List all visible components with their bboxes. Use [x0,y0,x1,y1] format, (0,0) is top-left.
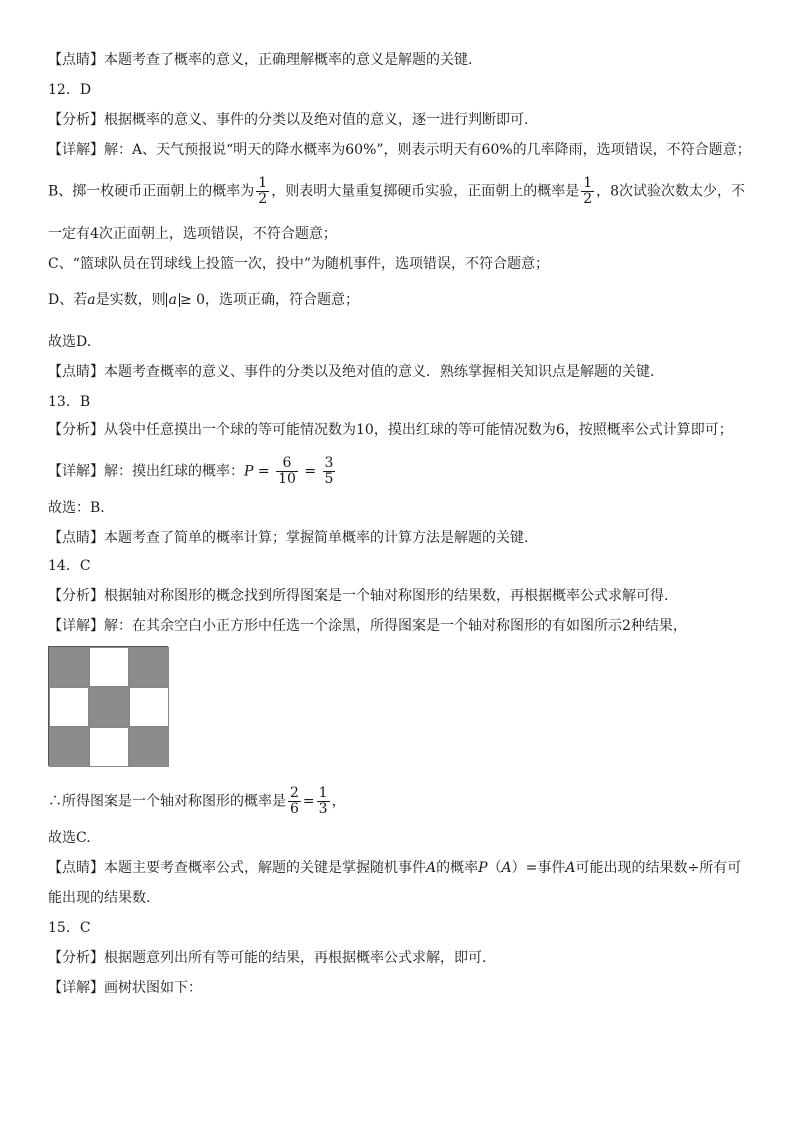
fraction-denominator: 6 [290,801,299,817]
fraction-denominator: 3 [318,801,328,817]
text-line: 【详解】解：A、天气预报说“明天的降水概率为60%”，则表示明天有60%的几率降雨，选项错误，不符合题意； [48,142,751,158]
text-line: 【分析】根据题意列出所有等可能的结果，再根据概率公式求解，即可. [48,950,487,966]
text-segment: ，摸出红球的等可能情况数为 [373,422,556,438]
fraction [581,176,594,207]
grid-cell-blank [49,687,89,727]
fraction [276,456,298,487]
text-line: 【点睛】本题考查了概率的意义，正确理解概率的意义是解题的关键. [48,52,473,68]
text-segment: （ [487,860,502,876]
answer-number: 12．D [48,82,92,98]
text-line: C、“篮球队员在罚球线上投篮一次，投中”为随机事件，选项错误，不符合题意； [48,256,550,272]
fraction-numerator: 1 [583,175,593,191]
text-line: 故选C. [48,830,91,846]
math-variable: a [87,292,96,308]
answer-number: 14．C [48,558,91,574]
text-segment: 【点睛】本题主要考查概率公式，解题的关键是掌握随机事件 [48,860,426,876]
text-segment: B、掷一枚硬币正面朝上的概率为 [48,183,255,200]
text-line [48,858,741,878]
fraction-numerator: 6 [276,456,298,472]
grid-cell-shaded [49,647,89,687]
fraction-numerator: 1 [318,785,328,801]
grid-cell-blank [89,647,129,687]
text-line [48,420,733,440]
math-text: = [253,463,275,480]
text-segment: ， [331,793,346,810]
text-line: 故选D. [48,334,92,350]
grid-cell-shaded [129,727,169,767]
math-variable: P [244,463,254,480]
math-number: 10 [356,422,374,438]
text-line: 【详解】画树状图如下： [48,980,202,996]
text-segment: ，选项正确，符合题意； [205,292,360,308]
fraction-denominator: 2 [258,191,268,207]
text-line: 【分析】根据轴对称图形的概念找到所得图案是一个轴对称图形的结果数，再根据概率公式求解可得. [48,588,669,604]
text-line: 一定有4次正面朝上，选项错误，不符合题意； [48,226,337,242]
fraction [288,786,301,817]
math-text: = [299,463,321,480]
symmetry-grid-figure [48,646,168,766]
text-line [48,290,359,310]
math-variable: P [478,860,488,876]
fraction-numerator: 2 [290,785,299,801]
grid-cell-shaded [89,687,129,727]
text-segment: 【详解】解：摸出红球的概率： [48,463,244,480]
math-variable: A [565,860,576,876]
math-text: ≥ 0 [179,292,206,308]
text-line: 【点睛】本题考查了简单的概率计算；掌握简单概率的计算方法是解题的关键. [48,530,529,546]
absolute-value: a [166,293,180,307]
math-text: = [302,793,315,810]
math-number: 6 [555,422,565,438]
text-segment: ∴所得图案是一个轴对称图形的概率是 [48,793,286,810]
math-variable: A [501,860,512,876]
grid-cell-blank [89,727,129,767]
text-line [48,786,346,817]
fraction-denominator: 10 [278,471,296,487]
fraction [317,786,330,817]
answer-number: 15．C [48,920,91,936]
text-segment: 可能出现的结果数÷所有可 [575,860,742,876]
grid-cell-shaded [129,647,169,687]
text-segment: 是实数，则 [95,292,166,308]
grid-cell-shaded [49,727,89,767]
fraction-denominator: 2 [583,191,593,207]
text-line: 能出现的结果数. [48,890,151,906]
math-variable: A [426,860,437,876]
text-line: 故选：B. [48,500,105,516]
text-segment: ，按照概率公式计算即可； [564,422,733,438]
fraction-numerator: 1 [258,175,268,191]
text-line: 【分析】根据概率的意义、事件的分类以及绝对值的意义，逐一进行判断即可. [48,112,529,128]
text-segment: ）=事件 [511,860,566,876]
text-segment: 的概率 [436,860,479,876]
text-line: 【详解】解：在其余空白小正方形中任选一个涂黑，所得图案是一个轴对称图形的有如图所示2种结果， [48,618,687,634]
fraction-denominator: 5 [324,471,334,487]
grid-cell-blank [129,687,169,727]
fraction [256,176,269,207]
text-segment: ，则表明大量重复掷硬币实验，正面朝上的概率是 [271,183,580,200]
text-segment: 【分析】从袋中任意摸出一个球的等可能情况数为 [48,422,356,438]
text-segment: D、若 [48,292,88,308]
text-line [48,176,745,207]
fraction [323,456,336,487]
text-line [48,456,337,487]
answer-number: 13．B [48,394,91,410]
text-line: 【点睛】本题考查概率的意义、事件的分类以及绝对值的意义．熟练掌握相关知识点是解题的关键. [48,364,655,380]
fraction-numerator: 3 [324,455,334,471]
text-segment: ，8次试验次数太少，不 [596,183,746,200]
